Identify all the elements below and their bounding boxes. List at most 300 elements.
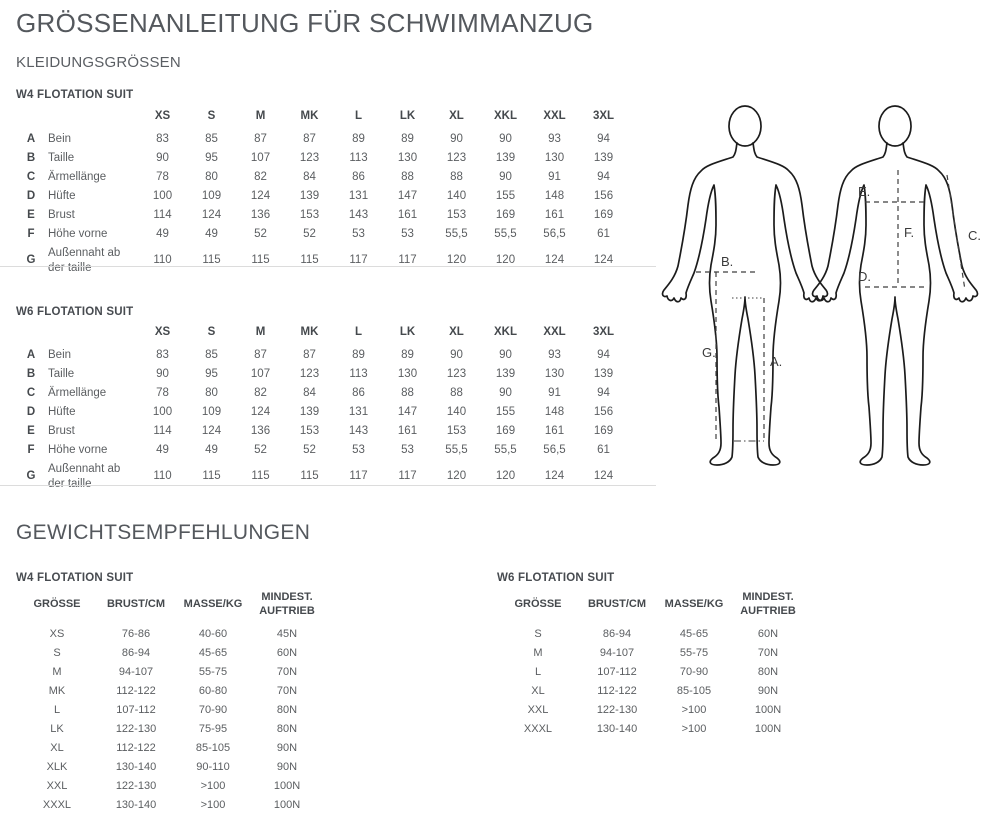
weight-value: 86-94	[121, 647, 151, 660]
measurement-key: C	[26, 386, 36, 399]
measurement-value: 124	[250, 405, 271, 418]
measurement-value: 120	[446, 470, 467, 483]
measurement-value: 49	[205, 443, 218, 456]
measurement-value: 56,5	[543, 443, 566, 456]
measurement-key: G	[26, 254, 36, 267]
measurement-value: 53	[352, 227, 365, 240]
weight-row	[497, 663, 803, 682]
weight-recommendations-heading: GEWICHTSEMPFEHLUNGEN	[16, 521, 311, 544]
measurement-value: 117	[398, 470, 417, 483]
weight-column-header: MINDEST. AUFTRIEB	[259, 591, 315, 618]
weight-row	[16, 644, 322, 663]
weight-column-header: MINDEST. AUFTRIEB	[740, 591, 796, 618]
weight-row	[16, 682, 322, 701]
weight-value: 112-122	[116, 742, 156, 755]
measurement-value: 113	[349, 367, 368, 380]
measurement-value: 161	[544, 208, 565, 221]
weight-value: 55-75	[679, 647, 709, 660]
measurement-value: 109	[201, 189, 222, 202]
measurement-label: Höhe vorne	[48, 227, 108, 240]
measurement-value: 87	[254, 132, 267, 145]
size-column-header: XKL	[494, 110, 517, 122]
measurement-value: 80	[205, 386, 218, 399]
weight-value: 40-60	[198, 628, 228, 641]
weight-value: 107-112	[597, 666, 637, 679]
measurement-value: 130	[544, 367, 565, 380]
measurement-value: 143	[348, 424, 369, 437]
weight-size: L	[53, 704, 61, 717]
w6-weight-table	[497, 590, 803, 739]
measurement-label: Taille	[48, 367, 75, 380]
weight-value: 90N	[276, 761, 298, 774]
measurement-value: 94	[597, 386, 610, 399]
measurement-value: 124	[593, 254, 614, 267]
measurement-value: 87	[254, 348, 267, 361]
size-column-header: LK	[399, 326, 416, 338]
measurement-key: F	[27, 227, 35, 240]
measurement-value: 124	[250, 189, 271, 202]
weight-size: XXXL	[523, 723, 553, 736]
weight-value: 112-122	[116, 685, 156, 698]
measurement-value: 139	[299, 405, 320, 418]
measurement-value: 95	[205, 151, 218, 164]
weight-row	[16, 777, 322, 796]
measurement-value: 123	[299, 151, 320, 164]
measurement-value: 53	[352, 443, 365, 456]
measurement-value: 93	[548, 348, 561, 361]
measurement-value: 55,5	[494, 443, 517, 456]
size-column-header: S	[207, 110, 216, 122]
measurement-value: 110	[153, 470, 172, 483]
measurement-value: 93	[548, 132, 561, 145]
weight-row	[16, 739, 322, 758]
size-column-header: XL	[449, 110, 464, 122]
weight-value: 75-95	[198, 723, 228, 736]
measurement-value: 153	[446, 424, 467, 437]
w6-weight-table-title: W6 FLOTATION SUIT	[497, 572, 615, 584]
weight-size: XL	[531, 685, 545, 698]
measurement-value: 90	[450, 348, 463, 361]
weight-value: 122-130	[115, 780, 157, 793]
measurement-value: 55,5	[494, 227, 517, 240]
measurement-row	[16, 460, 628, 494]
weight-value: 107-112	[116, 704, 156, 717]
measurement-value: 117	[349, 470, 368, 483]
measurement-value: 88	[450, 386, 463, 399]
measurement-key: E	[27, 208, 35, 221]
weight-value: >100	[200, 799, 226, 812]
weight-value: 94-107	[118, 666, 154, 679]
measurement-value: 78	[156, 170, 169, 183]
size-column-header: XS	[154, 110, 171, 122]
section-divider	[0, 266, 656, 267]
row-key-column-header	[16, 323, 46, 346]
weight-value: 80N	[276, 723, 298, 736]
weight-column-header: MASSE/KG	[183, 598, 243, 611]
measurement-value: 94	[597, 348, 610, 361]
measurement-row	[16, 365, 628, 384]
weight-size: L	[534, 666, 542, 679]
measurement-key: D	[26, 189, 36, 202]
measurement-label: Hüfte	[48, 189, 76, 202]
measurement-label: Ärmellänge	[48, 170, 107, 183]
measurement-value: 153	[446, 208, 467, 221]
weight-value: >100	[200, 780, 226, 793]
measurement-row	[16, 130, 628, 149]
measurement-value: 140	[446, 405, 467, 418]
weight-value: 90-110	[196, 761, 230, 774]
measurement-value: 155	[495, 189, 516, 202]
measurement-value: 130	[544, 151, 565, 164]
measurement-value: 89	[401, 132, 414, 145]
measurement-value: 156	[593, 189, 614, 202]
weight-value: 130-140	[596, 723, 638, 736]
weight-value: 60N	[276, 647, 298, 660]
measurement-value: 55,5	[445, 227, 468, 240]
weight-column-header: BRUST/CM	[106, 598, 166, 611]
measurement-value: 82	[254, 170, 267, 183]
measurement-value: 88	[450, 170, 463, 183]
measurement-value: 83	[156, 348, 169, 361]
weight-value: 70-90	[198, 704, 228, 717]
measurement-value: 91	[548, 386, 561, 399]
measurement-value: 131	[348, 405, 369, 418]
weight-row	[16, 720, 322, 739]
measurement-value: 90	[499, 386, 512, 399]
measurement-value: 107	[250, 151, 271, 164]
measurement-value: 86	[352, 170, 365, 183]
weight-value: 100N	[754, 723, 782, 736]
measurement-value: 124	[201, 208, 222, 221]
measurement-row	[16, 441, 628, 460]
weight-column-header: GRÖSSE	[33, 598, 81, 611]
measurement-value: 90	[499, 132, 512, 145]
label-G: G.	[702, 345, 716, 360]
section-divider	[0, 485, 656, 486]
measurement-value: 124	[201, 424, 222, 437]
weight-size: XXL	[527, 704, 549, 717]
measurement-value: 139	[299, 189, 320, 202]
weight-value: 80N	[757, 666, 779, 679]
measurement-key: B	[26, 151, 36, 164]
measurement-value: 139	[593, 151, 614, 164]
measurement-key: E	[27, 424, 35, 437]
measurement-value: 120	[495, 470, 516, 483]
measurement-value: 61	[597, 227, 610, 240]
weight-row	[16, 701, 322, 720]
measurement-value: 90	[156, 367, 169, 380]
measurement-value: 115	[300, 470, 319, 483]
measurement-value: 148	[544, 405, 565, 418]
measurement-value: 120	[495, 254, 516, 267]
row-label-column-header	[46, 107, 138, 130]
measurement-value: 85	[205, 132, 218, 145]
measurement-value: 110	[153, 254, 172, 267]
measurement-value: 147	[397, 189, 418, 202]
measurement-row	[16, 346, 628, 365]
weight-value: 70N	[276, 666, 298, 679]
measurement-value: 94	[597, 132, 610, 145]
measurement-value: 148	[544, 189, 565, 202]
measurement-value: 115	[202, 470, 221, 483]
size-column-header: XKL	[494, 326, 517, 338]
weight-value: 112-122	[597, 685, 637, 698]
weight-row	[497, 625, 803, 644]
measurement-value: 147	[397, 405, 418, 418]
measurement-label: Ärmellänge	[48, 386, 107, 399]
weight-size: XS	[49, 628, 65, 641]
measurement-key: A	[26, 348, 36, 361]
w4-weight-table-title: W4 FLOTATION SUIT	[16, 572, 134, 584]
w6-size-table-title: W6 FLOTATION SUIT	[16, 306, 134, 318]
measurement-value: 139	[593, 367, 614, 380]
measurement-value: 114	[153, 208, 172, 221]
size-column-header: L	[354, 326, 363, 338]
weight-row	[497, 644, 803, 663]
measurement-value: 136	[250, 208, 271, 221]
measurement-value: 83	[156, 132, 169, 145]
size-column-header: 3XL	[592, 110, 615, 122]
measurement-value: 161	[397, 424, 418, 437]
measurement-value: 115	[251, 470, 270, 483]
measurement-label: Außennaht ab der taille	[48, 462, 121, 490]
weight-value: 85-105	[195, 742, 231, 755]
weight-value: 90N	[757, 685, 779, 698]
label-E: E.	[858, 184, 871, 199]
weight-value: 45N	[276, 628, 298, 641]
measurement-key: G	[26, 470, 36, 483]
w6-size-table	[16, 323, 628, 493]
measurement-value: 109	[201, 405, 222, 418]
label-C: C.	[968, 228, 981, 243]
measurement-row	[16, 168, 628, 187]
measurement-value: 88	[401, 386, 414, 399]
weight-value: 45-65	[198, 647, 228, 660]
measurement-value: 95	[205, 367, 218, 380]
measurement-value: 120	[446, 254, 467, 267]
weight-row	[16, 663, 322, 682]
weight-row	[497, 720, 803, 739]
weight-value: >100	[681, 723, 707, 736]
measurement-value: 123	[299, 367, 320, 380]
weight-size: XL	[50, 742, 64, 755]
measurement-value: 130	[397, 367, 418, 380]
measurement-key: B	[26, 367, 36, 380]
weight-value: 60-80	[198, 685, 228, 698]
weight-size: XXXL	[42, 799, 72, 812]
weight-size: M	[533, 647, 543, 660]
measurement-value: 123	[446, 151, 467, 164]
measurement-value: 155	[495, 405, 516, 418]
weight-row	[16, 758, 322, 777]
measurement-value: 89	[352, 348, 365, 361]
measurement-value: 52	[303, 443, 316, 456]
measurement-value: 90	[156, 151, 169, 164]
measurement-value: 117	[398, 254, 417, 267]
weight-value: 45-65	[679, 628, 709, 641]
weight-value: 70-90	[679, 666, 709, 679]
measurement-row	[16, 149, 628, 168]
measurement-value: 113	[349, 151, 368, 164]
size-column-header: MK	[300, 110, 319, 122]
size-column-header: XL	[449, 326, 464, 338]
measurement-row	[16, 206, 628, 225]
page-title: GRÖSSENANLEITUNG FÜR SCHWIMMANZUG	[16, 8, 594, 38]
size-column-header: S	[207, 326, 216, 338]
measurement-value: 85	[205, 348, 218, 361]
measurement-value: 169	[495, 208, 516, 221]
measurement-value: 153	[299, 208, 320, 221]
row-label-column-header	[46, 323, 138, 346]
measurement-value: 124	[593, 470, 614, 483]
measurement-value: 100	[152, 405, 173, 418]
weight-value: 70N	[757, 647, 779, 660]
measurement-diagram	[655, 98, 1000, 490]
weight-value: 100N	[273, 799, 301, 812]
weight-value: 85-105	[676, 685, 712, 698]
measurement-value: 115	[251, 254, 270, 267]
measurement-value: 156	[593, 405, 614, 418]
weight-value: 55-75	[198, 666, 228, 679]
measurement-value: 52	[254, 443, 267, 456]
measurement-value: 78	[156, 386, 169, 399]
size-column-header: 3XL	[592, 326, 615, 338]
weight-value: 122-130	[115, 723, 157, 736]
measurement-value: 143	[348, 208, 369, 221]
measurement-value: 161	[397, 208, 418, 221]
weight-value: 130-140	[115, 761, 157, 774]
weight-value: 80N	[276, 704, 298, 717]
measurement-value: 90	[450, 132, 463, 145]
weight-row	[16, 625, 322, 644]
measurement-row	[16, 244, 628, 278]
size-column-header: M	[255, 110, 266, 122]
weight-value: 70N	[276, 685, 298, 698]
measurement-label: Brust	[48, 208, 75, 221]
measurement-value: 115	[300, 254, 319, 267]
weight-value: 90N	[276, 742, 298, 755]
measurement-value: 49	[156, 443, 169, 456]
size-column-header: L	[354, 110, 363, 122]
size-column-header: MK	[300, 326, 319, 338]
measurement-key: A	[26, 132, 36, 145]
measurement-value: 161	[544, 424, 565, 437]
weight-size: S	[534, 628, 542, 641]
label-D: D.	[858, 269, 871, 284]
size-column-header: XXL	[543, 110, 566, 122]
measurement-row	[16, 403, 628, 422]
measurement-value: 100	[152, 189, 173, 202]
weight-size: MK	[48, 685, 66, 698]
measurement-value: 90	[499, 348, 512, 361]
measurement-value: 107	[250, 367, 271, 380]
measurement-label: Höhe vorne	[48, 443, 108, 456]
measurement-value: 80	[205, 170, 218, 183]
weight-value: 100N	[754, 704, 782, 717]
measurement-value: 87	[303, 132, 316, 145]
measurement-row	[16, 225, 628, 244]
measurement-label: Außennaht ab der taille	[48, 246, 121, 274]
label-F: F.	[904, 225, 915, 240]
measurement-value: 84	[303, 386, 316, 399]
weight-row	[497, 682, 803, 701]
measurement-value: 89	[352, 132, 365, 145]
label-B: B.	[721, 254, 734, 269]
weight-size: M	[52, 666, 62, 679]
measurement-value: 84	[303, 170, 316, 183]
measurement-value: 131	[348, 189, 369, 202]
measurement-value: 91	[548, 170, 561, 183]
size-column-header: XXL	[543, 326, 566, 338]
weight-value: >100	[681, 704, 707, 717]
measurement-value: 49	[205, 227, 218, 240]
measurement-label: Hüfte	[48, 405, 76, 418]
measurement-value: 94	[597, 170, 610, 183]
measurement-value: 53	[401, 227, 414, 240]
measurement-row	[16, 422, 628, 441]
measurement-value: 153	[299, 424, 320, 437]
weight-column-header: GRÖSSE	[514, 598, 562, 611]
measurement-value: 117	[349, 254, 368, 267]
weight-row	[16, 796, 322, 815]
measurement-key: D	[26, 405, 36, 418]
measurement-value: 52	[303, 227, 316, 240]
weight-value: 122-130	[596, 704, 638, 717]
measurement-label: Bein	[48, 132, 72, 145]
size-column-header: M	[255, 326, 266, 338]
size-column-header: LK	[399, 110, 416, 122]
row-key-column-header	[16, 107, 46, 130]
measurement-value: 49	[156, 227, 169, 240]
measurement-row	[16, 384, 628, 403]
weight-column-header: BRUST/CM	[587, 598, 647, 611]
figure-front	[663, 106, 828, 465]
measurement-value: 139	[495, 151, 516, 164]
weight-column-header: MASSE/KG	[664, 598, 724, 611]
label-A: A.	[770, 354, 783, 369]
measurement-value: 114	[153, 424, 172, 437]
measurement-value: 61	[597, 443, 610, 456]
measurement-value: 53	[401, 443, 414, 456]
measurement-row	[16, 187, 628, 206]
measurement-value: 139	[495, 367, 516, 380]
weight-size: XXL	[46, 780, 68, 793]
measurement-label: Taille	[48, 151, 75, 164]
figure-back	[813, 106, 981, 465]
measurement-value: 169	[593, 424, 614, 437]
measurement-value: 140	[446, 189, 467, 202]
measurement-label: Bein	[48, 348, 72, 361]
measurement-value: 56,5	[543, 227, 566, 240]
size-column-header: XS	[154, 326, 171, 338]
clothing-sizes-heading: KLEIDUNGSGRÖSSEN	[16, 54, 181, 71]
weight-value: 86-94	[602, 628, 632, 641]
measurement-value: 88	[401, 170, 414, 183]
w4-weight-table	[16, 590, 322, 815]
measurement-value: 136	[250, 424, 271, 437]
measurement-value: 169	[593, 208, 614, 221]
w4-size-table	[16, 107, 628, 277]
w4-size-table-title: W4 FLOTATION SUIT	[16, 89, 134, 101]
measurement-value: 86	[352, 386, 365, 399]
measurement-value: 82	[254, 386, 267, 399]
measurement-value: 90	[499, 170, 512, 183]
measurement-value: 123	[446, 367, 467, 380]
measurement-label: Brust	[48, 424, 75, 437]
weight-value: 94-107	[599, 647, 635, 660]
weight-value: 76-86	[121, 628, 151, 641]
measurement-key: F	[27, 443, 35, 456]
